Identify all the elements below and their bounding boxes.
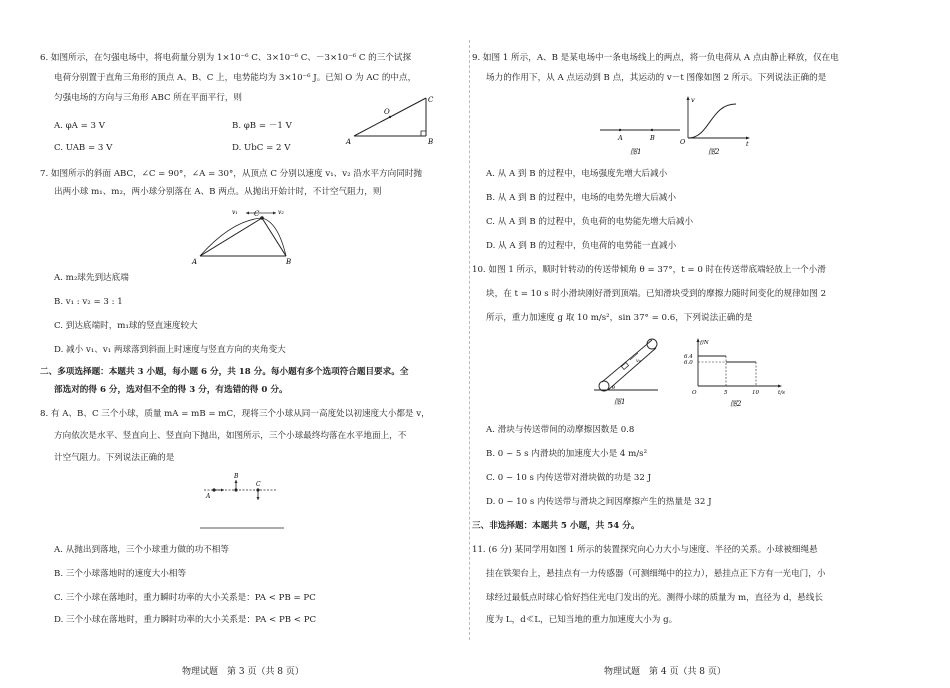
q8-fig-label-a: A <box>206 493 211 500</box>
section2-header-cont: 部选对的得 6 分，选对但不全的得 3 分，有选错的得 0 分。 <box>54 385 288 395</box>
q7-incline-figure <box>192 206 300 266</box>
q9-fig1-caption: 图1 <box>630 148 642 156</box>
q9-line2: 场力的作用下，从 A 点运动到 B 点，其运动的 v－t 图像如图 2 所示。下列说法正确的是 <box>486 73 827 83</box>
q8-launch-figure <box>200 474 284 530</box>
q6-option-b: B. φB = －1 V <box>232 121 292 131</box>
section3-header: 三、非选择题：本题共 5 小题，共 54 分。 <box>472 521 640 531</box>
q10-fig-label-v0: v₀ <box>636 358 641 364</box>
q7-option-c: C. 到达底端时，m₁球的竖直速度较大 <box>54 321 198 331</box>
q11-line4: 度为 L，d≪L，已知当地的重力加速度大小为 g。 <box>486 615 678 625</box>
q9-fig-label-b: B <box>650 134 655 142</box>
q6-line3: 匀强电场的方向与三角形 ABC 所在平面平行，则 <box>54 93 243 103</box>
section2-header: 二、多项选择题：本题共 3 小题，每小题 6 分，共 18 分。每小题有多个选项符合题目要求。全 <box>40 367 409 377</box>
q6-line2: 电荷分别置于直角三角形的顶点 A、B、C 上，电势能均为 3×10⁻⁶ J。已知 O 为 AC 的中点， <box>54 73 417 83</box>
q9-fig-label-a: A <box>618 134 623 142</box>
q8-option-a: A. 从抛出到落地，三个小球重力做的功不相等 <box>54 545 229 555</box>
q7-option-b: B. v₁ : v₂ = 3 : 1 <box>54 297 123 307</box>
q9-option-b: B. 从 A 到 B 的过程中，电场的电势先增大后减小 <box>486 193 676 203</box>
q8-option-b: B. 三个小球落地时的速度大小相等 <box>54 569 187 579</box>
q6-triangle-figure <box>344 92 444 148</box>
q7-line1: 7. 如图所示的斜面 ABC，∠C = 90°，∠A = 30°，从顶点 C 分别以速度 v₁、v₂ 沿水平方向同时抛 <box>40 169 423 179</box>
q8-option-d: D. 三个小球在落地时，重力瞬时功率的大小关系是：PA < PB < PC <box>54 615 317 625</box>
q6-fig-label-a: A <box>346 138 352 146</box>
q6-option-a: A. φA = 3 V <box>54 121 105 131</box>
q7-option-d: D. 减小 v₁、v₁ 两球落到斜面上时速度与竖直方向的夹角变大 <box>54 345 286 355</box>
q9-fig2-caption: 图2 <box>708 148 720 156</box>
q11-line2: 挂在铁架台上，悬挂点有一力传感器（可测细绳中的拉力），悬挂点正下方有一光电门，小 <box>486 569 826 579</box>
q8-line2: 方向依次是水平、竖直向上、竖直向下抛出，如图所示，三个小球最终均落在水平地面上，不 <box>54 431 407 441</box>
q6-line1: 6. 如图所示，在匀强电场中，将电荷量分别为 1×10⁻⁶ C、3×10⁻⁶ C、－3×10⁻⁶ C 的三个试探 <box>40 53 412 63</box>
q6-option-c: C. UAB = 3 V <box>54 143 113 153</box>
q10-fig-label-x1: 5 <box>724 390 728 396</box>
q10-option-c: C. 0 ~ 10 s 内传送带对滑块做的功是 32 J <box>486 473 652 483</box>
q10-fig-label-o: O <box>692 390 697 396</box>
q8-line1: 8. 有 A、B、C 三个小球，质量 mA = mB = mC，现将三个小球从同一高度处以初速度大小都是 v， <box>40 409 430 419</box>
q10-option-a: A. 滑块与传送带间的动摩擦因数是 0.8 <box>486 425 635 435</box>
q10-line1: 10. 如图 1 所示，顺时针转动的传送带倾角 θ = 37°，t = 0 时在传送带底端轻放上一个小滑 <box>472 265 826 275</box>
q7-fig-label-c: C <box>254 210 260 218</box>
q9-line1: 9. 如图 1 所示，A、B 是某电场中一条电场线上的两点，将一负电荷从 A 点由静止释放，仅在电 <box>472 53 839 63</box>
q10-option-b: B. 0 ~ 5 s 内滑块的加速度大小是 4 m/s² <box>486 449 648 459</box>
q8-fig-label-c: C <box>256 481 261 488</box>
q7-fig-label-a: A <box>192 258 198 266</box>
q7-fig-label-b: B <box>286 258 292 266</box>
q6-fig-label-c: C <box>428 96 434 104</box>
q9-field-line-figure <box>600 92 690 156</box>
q7-fig-label-v2: v₂ <box>278 209 284 216</box>
q10-fig2-caption: 图2 <box>730 400 742 408</box>
q10-fig-label-y2: 6.0 <box>684 360 693 366</box>
q10-option-d: D. 0 ~ 10 s 内传送带与滑块之间因摩擦产生的热量是 32 J <box>486 497 712 507</box>
column-divider <box>469 40 471 640</box>
q10-fig-label-theta: θ <box>612 385 616 391</box>
q10-fig-label-xt: t/s <box>778 390 785 396</box>
q11-line1: 11. (6 分) 某同学用如图 1 所示的装置探究向心力大小与速度、半径的关系。小球被细绳悬 <box>472 545 818 555</box>
q10-fig-label-x2: 10 <box>752 390 759 396</box>
q8-option-c: C. 三个小球在落地时，重力瞬时功率的大小关系是：PA < PB = PC <box>54 593 316 603</box>
q10-conveyor-figure <box>588 334 664 406</box>
q6-option-d: D. UbC = 2 V <box>232 143 291 153</box>
q9-fig-label-v: v <box>691 96 695 104</box>
q10-fig1-caption: 图1 <box>614 398 626 406</box>
q10-fig-label-fn: f/N <box>700 340 709 346</box>
q10-line3: 所示，重力加速度 g 取 10 m/s²，sin 37° = 0.6，下列说法正确的是 <box>486 313 753 323</box>
q6-fig-label-o: O <box>384 108 390 116</box>
q7-option-a: A. m₂球先到达底端 <box>54 273 129 283</box>
q9-option-c: C. 从 A 到 B 的过程中，负电荷的电势能先增大后减小 <box>486 217 694 227</box>
q9-fig-label-o: O <box>680 138 686 146</box>
q9-fig-label-t: t <box>746 140 749 148</box>
q11-line3: 球经过最低点时球心恰好挡住光电门发出的光。测得小球的质量为 m，直径为 d，悬线长 <box>486 593 824 603</box>
q6-fig-label-b: B <box>428 138 434 146</box>
q8-fig-label-b: B <box>234 473 239 480</box>
q9-vt-graph <box>680 94 756 154</box>
left-page-footer: 物理试题 第 3 页（共 8 页） <box>182 667 304 677</box>
q9-option-a: A. 从 A 到 B 的过程中，电场强度先增大后减小 <box>486 169 668 179</box>
q10-fig-label-y1: 6.4 <box>684 354 693 360</box>
q8-line3: 计空气阻力。下列说法正确的是 <box>54 453 175 463</box>
q10-friction-graph <box>680 334 790 406</box>
q9-option-d: D. 从 A 到 B 的过程中，负电荷的电势能一直减小 <box>486 241 677 251</box>
right-page-footer: 物理试题 第 4 页（共 8 页） <box>604 667 726 677</box>
q10-line2: 块，在 t = 10 s 时小滑块刚好滑到顶端。已知滑块受到的摩擦力随时间变化的规律如图 2 <box>486 289 827 299</box>
q7-line2: 出两小球 m₁、m₂，两小球分别落在 A、B 两点。从抛出开始计时，不计空气阻力，则 <box>54 187 382 197</box>
q7-fig-label-v1: v₁ <box>232 209 238 216</box>
